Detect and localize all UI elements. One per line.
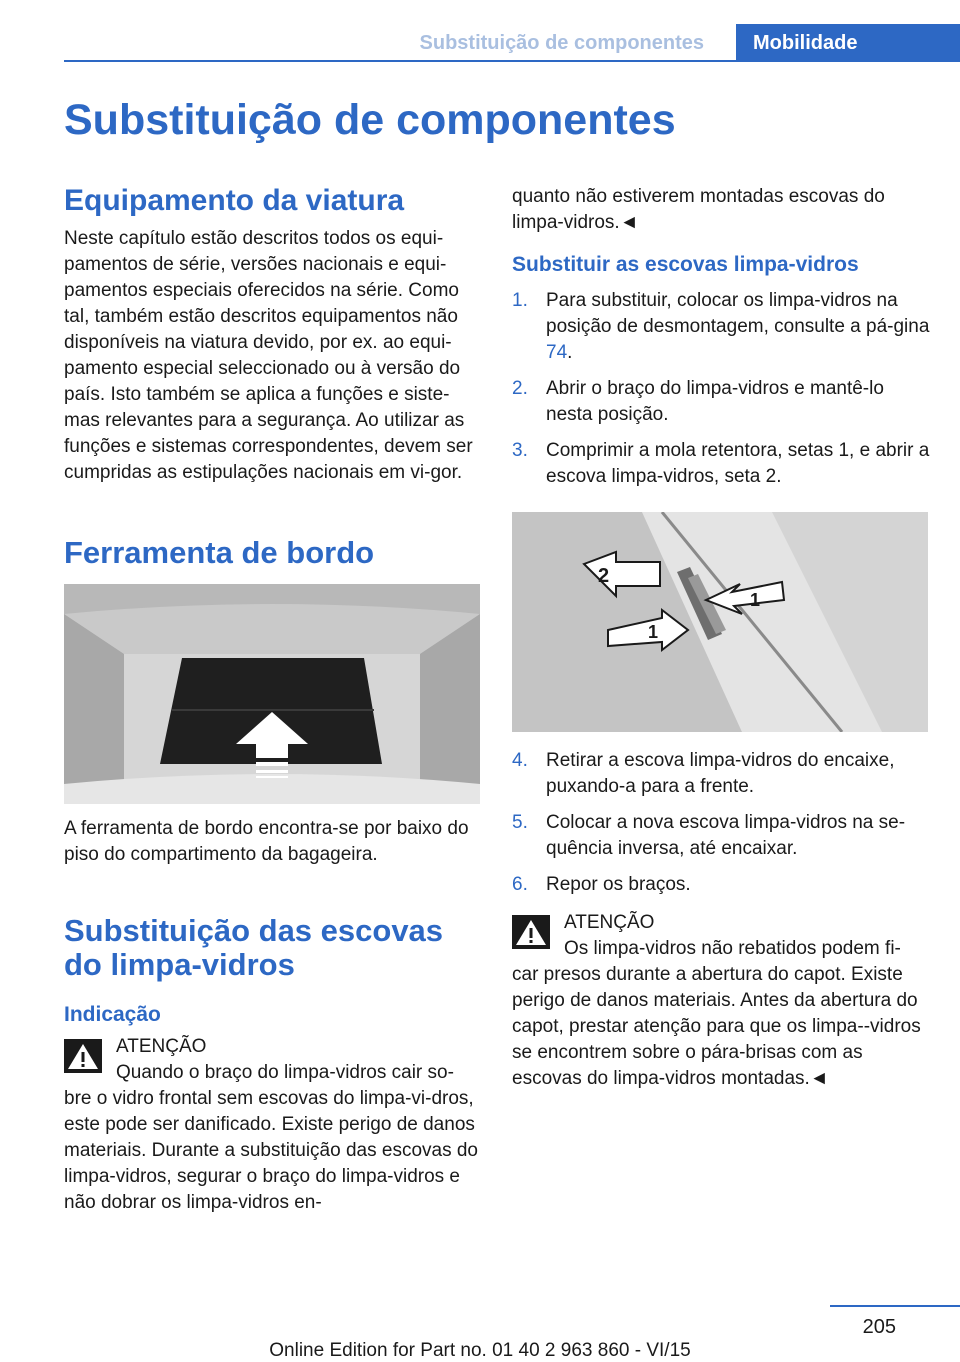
warning-block-right: [512, 910, 930, 1092]
footer-rule: [830, 1305, 960, 1307]
step-number: 3.: [512, 440, 528, 461]
arrow-1-upper-label: 1: [750, 590, 761, 610]
step-number: 1.: [512, 290, 528, 311]
list-item: [512, 376, 930, 428]
warning-text-first-line: Quando o braço do limpa-vidros cair so-: [116, 1062, 454, 1083]
heading-wiper-replacement: Substituição das escovas do limpa-vidros: [64, 913, 444, 982]
heading-onboard-tool: Ferramenta de bordo: [64, 535, 375, 570]
page-header: [0, 24, 960, 62]
paragraph-equipment: Neste capítulo estão descritos todos os equi-pamentos de série, versões nacionais e equi-pamentos especiais oferecidos na série. Como tal, também estão descritos equipamentos não disponíveis na viatura devido, por ex. ao equi-pamento especial seleccionado ou à versão do país. Isto também se aplica a funções e siste-mas relevantes para a segurança. Ao utilizar as funções e sistemas correspondentes, devem ser cumpridas as estipulações nacionais em vi-gor.: [64, 228, 473, 483]
paragraph-continuation: quanto não estiverem montadas escovas do limpa-vidros.◄: [512, 186, 885, 233]
steps-list-b: [512, 748, 930, 898]
heading-replace-wiper: Substituir as escovas limpa-vidros: [512, 253, 859, 276]
heading-note: Indicação: [64, 1003, 161, 1026]
warning-title: ATENÇÃO: [116, 1036, 207, 1057]
list-item: [512, 872, 930, 898]
step-number: 6.: [512, 874, 528, 895]
warning-text-first-line: Os limpa-vidros não rebatidos podem fi-: [564, 938, 901, 959]
wiper-diagram: [512, 512, 928, 732]
step-number: 4.: [512, 750, 528, 771]
step-text: Repor os braços.: [546, 874, 691, 895]
warning-text: bre o vidro frontal sem escovas do limpa-vi-dros, este pode ser danificado. Existe perigo de danos materiais. Durante a substituição das escovas do limpa-vidros, segurar o braço do limpa-vidros e não dobrar os limpa-vidros en-: [64, 1088, 478, 1213]
warning-text: car presos durante a abertura do capot. Existe perigo de danos materiais. Antes da abertura do capot, prestar atenção para que os limpa--vidros se encontrem sobre o pára-brisas com as escovas do limpa-vidros montadas.◄: [512, 964, 921, 1089]
step-text: Colocar a nova escova limpa-vidros na se-quência inversa, até encaixar.: [546, 812, 906, 859]
heading-equipment: Equipamento da viatura: [64, 184, 405, 217]
left-column: [64, 184, 482, 1216]
trunk-photo: [64, 584, 480, 804]
arrow-2-label: 2: [598, 565, 610, 587]
step-text: Para substituir, colocar os limpa-vidros na posição de desmontagem, consulte a pá-gina: [546, 290, 930, 337]
list-item: [512, 810, 930, 862]
warning-triangle-icon: [512, 915, 550, 949]
header-section-title: Substituição de componentes: [419, 32, 704, 54]
step-number: 5.: [512, 812, 528, 833]
footer-edition: Online Edition for Part no. 01 40 2 963 860 - VI/15: [269, 1340, 691, 1361]
arrow-1-lower-label: 1: [648, 622, 659, 642]
header-chapter-tab: Mobilidade: [736, 24, 960, 62]
list-item: [512, 748, 930, 800]
step-text: Comprimir a mola retentora, setas 1, e abrir a escova limpa-vidros, seta 2.: [546, 440, 930, 487]
warning-title: ATENÇÃO: [564, 912, 655, 933]
list-item: [512, 288, 930, 366]
step-number: 2.: [512, 378, 528, 399]
page-link[interactable]: 74: [546, 342, 568, 363]
step-end: .: [567, 342, 573, 363]
warning-block-left: [64, 1034, 482, 1216]
step-text: Abrir o braço do limpa-vidros e mantê-lo nesta posição.: [546, 378, 884, 425]
header-rule: [64, 60, 736, 62]
step-text: Retirar a escova limpa-vidros do encaixe, puxando-a para a frente.: [546, 750, 895, 797]
right-column: [512, 184, 930, 1092]
page-number: 205: [862, 1316, 896, 1338]
steps-list-a: [512, 288, 930, 490]
page-title: Substituição de componentes: [64, 96, 676, 144]
warning-triangle-icon: [64, 1039, 102, 1073]
paragraph-onboard-tool: A ferramenta de bordo encontra-se por baixo do piso do compartimento da bagageira.: [64, 818, 469, 865]
list-item: [512, 438, 930, 490]
